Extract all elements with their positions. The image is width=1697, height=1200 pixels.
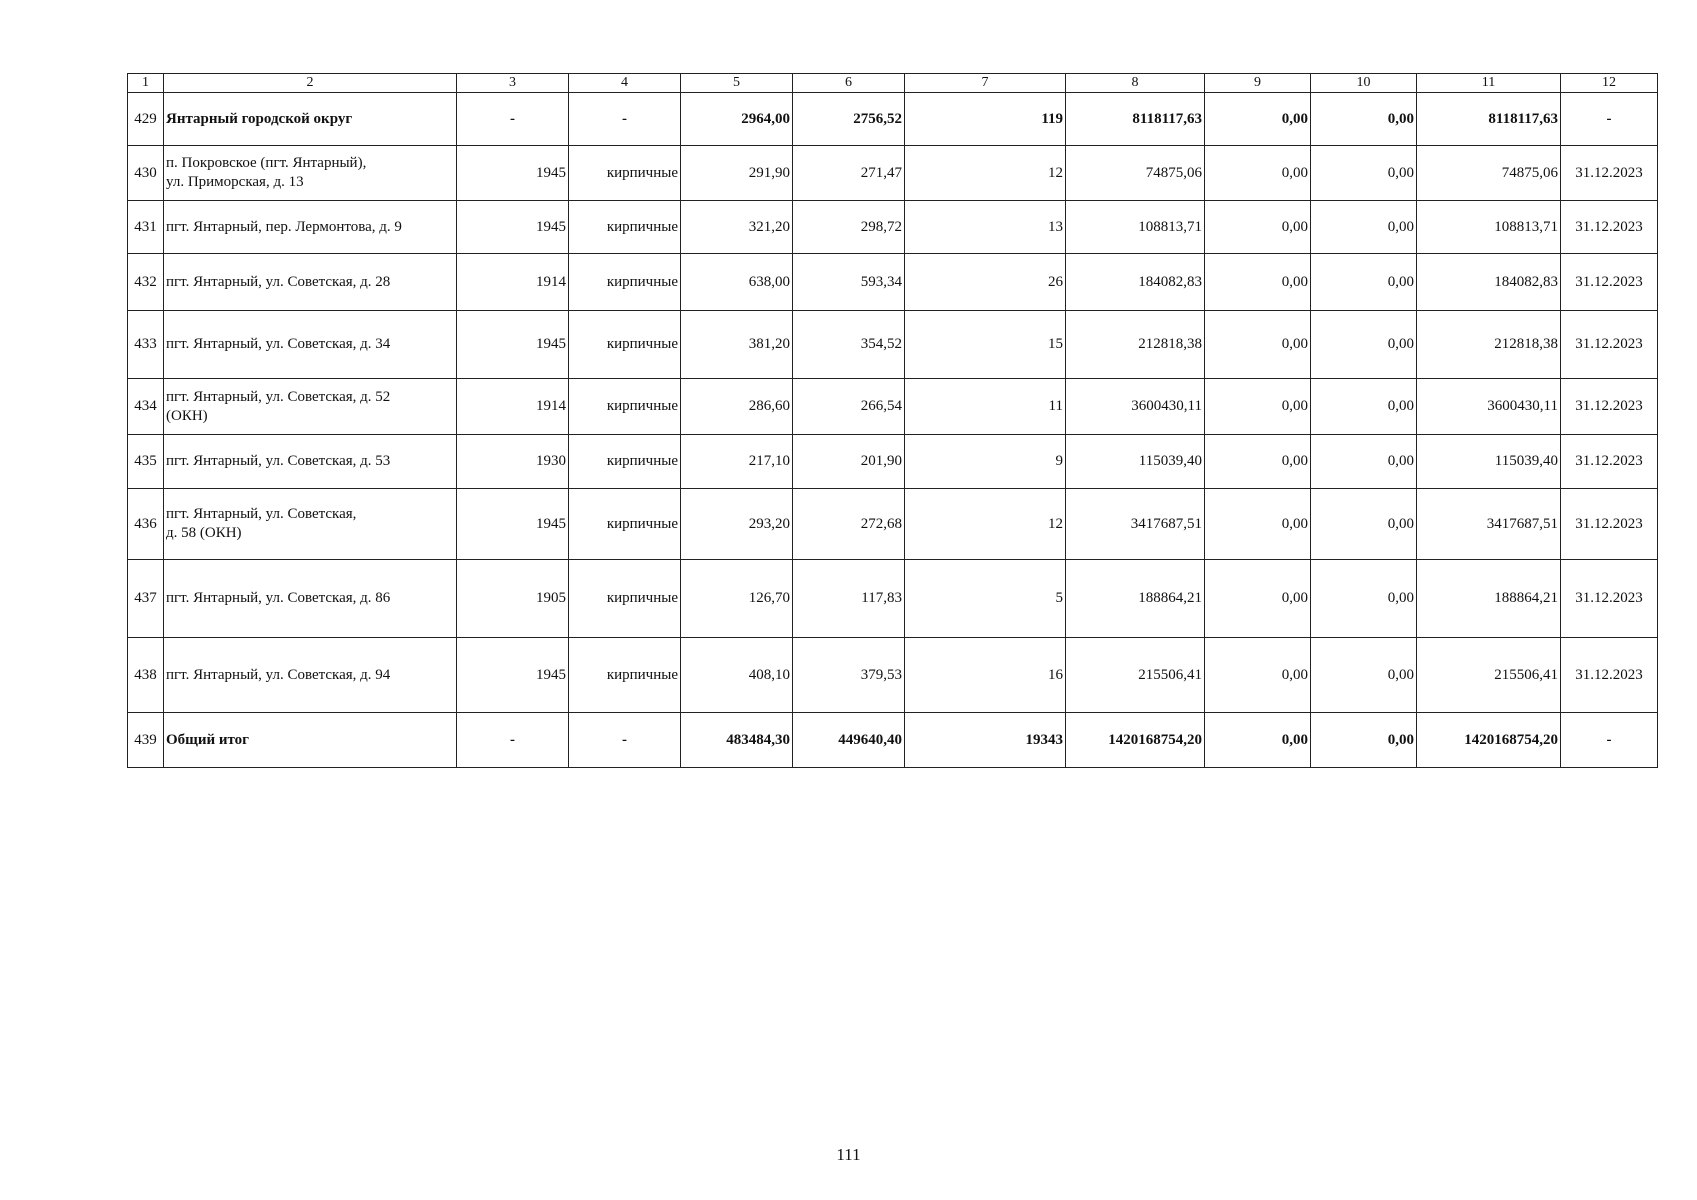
value-cell: 0,00	[1311, 638, 1417, 713]
value-cell: 286,60	[681, 379, 793, 435]
date-cell: 31.12.2023	[1561, 146, 1658, 201]
column-number: 12	[1561, 74, 1658, 93]
value-cell: 354,52	[793, 311, 905, 379]
column-number: 7	[905, 74, 1066, 93]
value-cell: 12	[905, 146, 1066, 201]
date-cell: 31.12.2023	[1561, 435, 1658, 489]
date-cell: 31.12.2023	[1561, 311, 1658, 379]
column-number: 10	[1311, 74, 1417, 93]
value-cell: 201,90	[793, 435, 905, 489]
value-cell: 15	[905, 311, 1066, 379]
material-cell: -	[569, 93, 681, 146]
value-cell: 8118117,63	[1066, 93, 1205, 146]
date-cell: 31.12.2023	[1561, 560, 1658, 638]
material-cell: кирпичные	[569, 254, 681, 311]
address-cell: пгт. Янтарный, ул. Советская, д. 86	[164, 560, 457, 638]
material-cell: кирпичные	[569, 379, 681, 435]
value-cell: 0,00	[1205, 201, 1311, 254]
value-cell: 271,47	[793, 146, 905, 201]
value-cell: 0,00	[1205, 713, 1311, 768]
value-cell: 408,10	[681, 638, 793, 713]
value-cell: 0,00	[1311, 713, 1417, 768]
grand-total-row	[128, 713, 1658, 768]
address-cell: пгт. Янтарный, ул. Советская, д. 28	[164, 254, 457, 311]
value-cell: 126,70	[681, 560, 793, 638]
value-cell: 117,83	[793, 560, 905, 638]
row-number: 430	[128, 146, 164, 201]
date-cell: -	[1561, 713, 1658, 768]
material-cell: кирпичные	[569, 146, 681, 201]
value-cell: 184082,83	[1066, 254, 1205, 311]
table-row	[128, 489, 1658, 560]
value-cell: 2964,00	[681, 93, 793, 146]
value-cell: 212818,38	[1066, 311, 1205, 379]
value-cell: 0,00	[1205, 146, 1311, 201]
year-cell: 1930	[457, 435, 569, 489]
year-cell: 1945	[457, 311, 569, 379]
value-cell: 215506,41	[1417, 638, 1561, 713]
column-number: 4	[569, 74, 681, 93]
value-cell: 293,20	[681, 489, 793, 560]
value-cell: 0,00	[1311, 146, 1417, 201]
value-cell: 212818,38	[1417, 311, 1561, 379]
table-row	[128, 379, 1658, 435]
column-number: 2	[164, 74, 457, 93]
row-number: 436	[128, 489, 164, 560]
value-cell: 184082,83	[1417, 254, 1561, 311]
value-cell: 2756,52	[793, 93, 905, 146]
address-cell: пгт. Янтарный, ул. Советская, д. 52 (ОКН)	[164, 379, 457, 435]
row-number: 433	[128, 311, 164, 379]
value-cell: 638,00	[681, 254, 793, 311]
value-cell: 188864,21	[1417, 560, 1561, 638]
value-cell: 115039,40	[1066, 435, 1205, 489]
row-number: 439	[128, 713, 164, 768]
column-number: 6	[793, 74, 905, 93]
address-cell: пгт. Янтарный, ул. Советская, д. 53	[164, 435, 457, 489]
value-cell: 115039,40	[1417, 435, 1561, 489]
material-cell: кирпичные	[569, 311, 681, 379]
table-row	[128, 254, 1658, 311]
value-cell: 8118117,63	[1417, 93, 1561, 146]
value-cell: 298,72	[793, 201, 905, 254]
column-number: 3	[457, 74, 569, 93]
value-cell: 593,34	[793, 254, 905, 311]
year-cell: 1914	[457, 379, 569, 435]
address-cell: Янтарный городской округ	[164, 93, 457, 146]
row-number: 432	[128, 254, 164, 311]
value-cell: 217,10	[681, 435, 793, 489]
value-cell: 0,00	[1311, 201, 1417, 254]
value-cell: 74875,06	[1417, 146, 1561, 201]
value-cell: 119	[905, 93, 1066, 146]
value-cell: 0,00	[1205, 379, 1311, 435]
column-number: 1	[128, 74, 164, 93]
year-cell: 1945	[457, 146, 569, 201]
value-cell: 0,00	[1205, 311, 1311, 379]
value-cell: 291,90	[681, 146, 793, 201]
table-row	[128, 638, 1658, 713]
year-cell: 1945	[457, 489, 569, 560]
value-cell: 215506,41	[1066, 638, 1205, 713]
value-cell: 0,00	[1205, 560, 1311, 638]
value-cell: 0,00	[1205, 489, 1311, 560]
value-cell: 13	[905, 201, 1066, 254]
value-cell: 1420168754,20	[1066, 713, 1205, 768]
value-cell: 0,00	[1205, 93, 1311, 146]
value-cell: 0,00	[1205, 638, 1311, 713]
material-cell: кирпичные	[569, 489, 681, 560]
value-cell: 266,54	[793, 379, 905, 435]
material-cell: кирпичные	[569, 638, 681, 713]
value-cell: 108813,71	[1417, 201, 1561, 254]
value-cell: 449640,40	[793, 713, 905, 768]
date-cell: -	[1561, 93, 1658, 146]
table-row	[128, 435, 1658, 489]
year-cell: 1945	[457, 201, 569, 254]
year-cell: 1914	[457, 254, 569, 311]
value-cell: 0,00	[1311, 560, 1417, 638]
value-cell: 321,20	[681, 201, 793, 254]
date-cell: 31.12.2023	[1561, 201, 1658, 254]
value-cell: 0,00	[1311, 311, 1417, 379]
row-number: 431	[128, 201, 164, 254]
value-cell: 3417687,51	[1417, 489, 1561, 560]
row-number: 438	[128, 638, 164, 713]
address-cell: пгт. Янтарный, ул. Советская, д. 94	[164, 638, 457, 713]
date-cell: 31.12.2023	[1561, 254, 1658, 311]
address-cell: пгт. Янтарный, ул. Советская, д. 58 (ОКН)	[164, 489, 457, 560]
row-number: 434	[128, 379, 164, 435]
year-cell: 1945	[457, 638, 569, 713]
value-cell: 9	[905, 435, 1066, 489]
value-cell: 1420168754,20	[1417, 713, 1561, 768]
address-cell: п. Покровское (пгт. Янтарный), ул. Приморская, д. 13	[164, 146, 457, 201]
value-cell: 3600430,11	[1417, 379, 1561, 435]
column-number: 8	[1066, 74, 1205, 93]
value-cell: 379,53	[793, 638, 905, 713]
column-number: 5	[681, 74, 793, 93]
value-cell: 0,00	[1311, 379, 1417, 435]
district-subtotal-row	[128, 93, 1658, 146]
column-number: 9	[1205, 74, 1311, 93]
value-cell: 19343	[905, 713, 1066, 768]
value-cell: 272,68	[793, 489, 905, 560]
value-cell: 108813,71	[1066, 201, 1205, 254]
page-number: 111	[836, 1145, 861, 1164]
row-number: 429	[128, 93, 164, 146]
value-cell: 483484,30	[681, 713, 793, 768]
value-cell: 0,00	[1311, 93, 1417, 146]
material-cell: кирпичные	[569, 201, 681, 254]
table-row	[128, 560, 1658, 638]
address-cell: Общий итог	[164, 713, 457, 768]
value-cell: 381,20	[681, 311, 793, 379]
value-cell: 0,00	[1205, 435, 1311, 489]
year-cell: -	[457, 713, 569, 768]
address-cell: пгт. Янтарный, ул. Советская, д. 34	[164, 311, 457, 379]
value-cell: 11	[905, 379, 1066, 435]
table-row	[128, 201, 1658, 254]
table-body	[128, 74, 1658, 768]
date-cell: 31.12.2023	[1561, 489, 1658, 560]
value-cell: 0,00	[1205, 254, 1311, 311]
column-number-row	[128, 74, 1658, 93]
material-cell: кирпичные	[569, 435, 681, 489]
value-cell: 0,00	[1311, 254, 1417, 311]
year-cell: 1905	[457, 560, 569, 638]
value-cell: 0,00	[1311, 435, 1417, 489]
column-number: 11	[1417, 74, 1561, 93]
value-cell: 188864,21	[1066, 560, 1205, 638]
row-number: 437	[128, 560, 164, 638]
value-cell: 0,00	[1311, 489, 1417, 560]
value-cell: 12	[905, 489, 1066, 560]
housing-register-table	[127, 73, 1658, 768]
row-number: 435	[128, 435, 164, 489]
material-cell: -	[569, 713, 681, 768]
material-cell: кирпичные	[569, 560, 681, 638]
date-cell: 31.12.2023	[1561, 379, 1658, 435]
value-cell: 5	[905, 560, 1066, 638]
value-cell: 26	[905, 254, 1066, 311]
value-cell: 3600430,11	[1066, 379, 1205, 435]
value-cell: 16	[905, 638, 1066, 713]
date-cell: 31.12.2023	[1561, 638, 1658, 713]
address-cell: пгт. Янтарный, пер. Лермонтова, д. 9	[164, 201, 457, 254]
value-cell: 3417687,51	[1066, 489, 1205, 560]
table-row	[128, 146, 1658, 201]
value-cell: 74875,06	[1066, 146, 1205, 201]
year-cell: -	[457, 93, 569, 146]
table-row	[128, 311, 1658, 379]
